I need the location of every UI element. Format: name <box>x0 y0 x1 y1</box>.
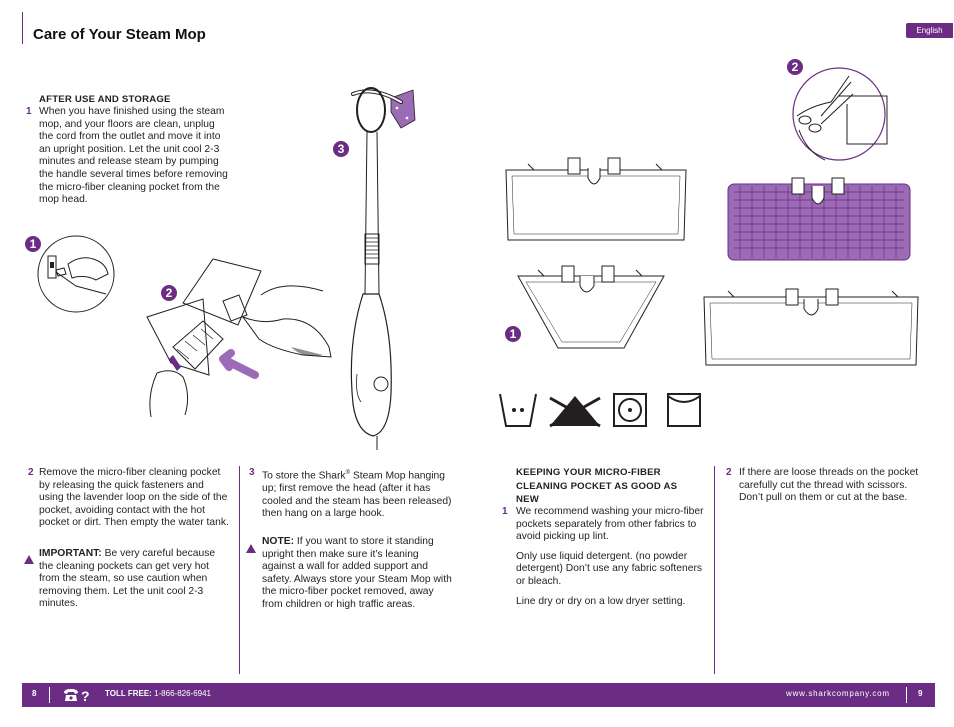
important-warning-icon <box>24 550 38 568</box>
figure-badge-right-2: 2 <box>787 59 803 75</box>
step-3-number: 3 <box>249 467 255 478</box>
language-tab[interactable]: English <box>906 23 953 38</box>
column-divider-1 <box>239 466 240 674</box>
footer-bar <box>22 683 935 707</box>
unplug-illustration <box>36 234 116 314</box>
column-divider-2 <box>714 466 715 674</box>
triangular-pocket-illustration <box>516 262 666 352</box>
care-step-1-para-2: Only use liquid detergent. (no powder detergent) Don’t use any fabric softeners or bleach. <box>516 550 703 587</box>
step-3-text-a: To store the Shark <box>262 470 346 482</box>
hanging-mop-illustration <box>343 84 423 454</box>
care-step-2-number: 2 <box>726 467 732 478</box>
note-text: If you want to store it standing upright then make sure it’s leaning against a wall for added support and safety. Always store your Steam Mop with the micro-fiber pocket removed, away from children or high traffic areas. <box>262 536 452 610</box>
website-link[interactable]: www.sharkcompany.com <box>786 689 890 698</box>
footer-separator-left <box>49 687 50 703</box>
footer-separator-right <box>906 687 907 703</box>
toll-free <box>105 689 211 698</box>
tumble-dry-low-icon <box>612 392 648 428</box>
page-number-right: 9 <box>918 689 923 698</box>
toll-free-label: TOLL FREE: <box>105 689 152 698</box>
rectangular-pocket-illustration <box>504 154 688 244</box>
svg-text:?: ? <box>81 688 90 704</box>
figure-badge-right-1: 1 <box>505 326 521 342</box>
important-text: Be very careful because the cleaning pockets can get very hot from the steam, so use caution when removing them. Let the unit cool 2-3 minutes. <box>39 548 216 610</box>
toll-free-number: 1-866-826-6941 <box>154 689 211 698</box>
step-2-number: 2 <box>28 467 34 478</box>
important-note <box>39 548 231 611</box>
note-warning-icon <box>246 539 260 557</box>
line-dry-icon <box>666 392 702 428</box>
figure-badge-2: 2 <box>161 285 177 301</box>
care-step-1-text <box>516 506 708 615</box>
note-label: NOTE: <box>262 536 295 547</box>
step-3-text <box>262 467 452 521</box>
registered-mark: ® <box>345 470 350 476</box>
figure-badge-3: 3 <box>333 141 349 157</box>
care-step-1-number: 1 <box>502 506 508 517</box>
page-title: Care of Your Steam Mop <box>33 26 206 43</box>
care-step-1-para-1: We recommend washing your micro-fiber pockets separately from other fabrics to avoid picking up lint. <box>516 506 704 543</box>
page-number-left: 8 <box>32 689 37 698</box>
important-label: IMPORTANT: <box>39 548 102 559</box>
after-use-heading: AFTER USE AND STORAGE <box>39 94 171 105</box>
left-margin-rule <box>22 12 23 44</box>
step-2-text: Remove the micro-fiber cleaning pocket by releasing the quick fasteners and using the lavender loop on the side of the pocket, avoiding contact with the hot pocket or dirt. Then empty the water tank. <box>39 467 229 529</box>
phone-question-icon <box>62 687 92 703</box>
keeping-pocket-heading: KEEPING YOUR MICRO-FIBER CLEANING POCKET AS GOOD AS NEW <box>516 467 678 505</box>
step-1-number: 1 <box>26 106 32 117</box>
rectangular-pocket-large-illustration <box>702 285 920 369</box>
step-3-text-b: Steam Mop hanging up; first remove the head (after it has cooled and the steam has been released) then hang on a large hook. <box>262 470 452 520</box>
care-step-1-para-3: Line dry or dry on a low dryer setting. <box>516 595 686 607</box>
figure-badge-1: 1 <box>25 236 41 252</box>
textured-pocket-illustration <box>726 176 912 262</box>
do-not-bleach-icon <box>548 392 602 428</box>
care-step-2-text: If there are loose threads on the pocket carefully cut the thread with scissors. Don’t pull on them or cut at the base. <box>739 467 919 504</box>
step-1-text: When you have finished using the steam mop, and your floors are clean, unplug the cord from the outlet and move it into an upright position. Let the unit cool 2-3 minutes and release steam by pumping the handle several times before removing the micro-fiber cleaning pocket from the mop head. <box>39 106 228 206</box>
storage-note <box>262 536 454 612</box>
remove-pocket-illustration <box>143 255 333 425</box>
hand-wash-icon <box>498 392 538 428</box>
scissors-illustration <box>791 66 887 162</box>
